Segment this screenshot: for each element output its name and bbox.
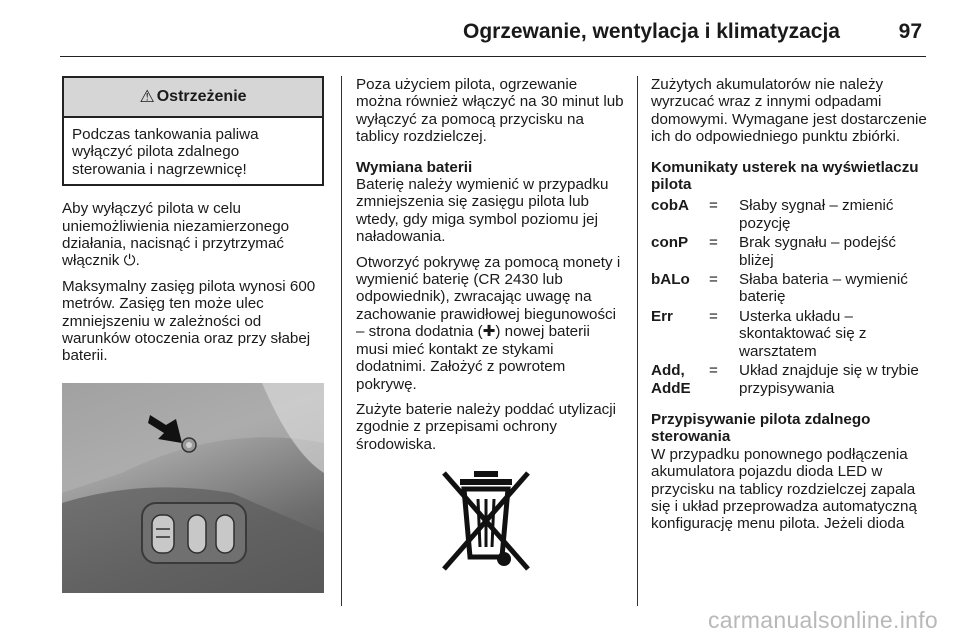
message-code: Add, AddE — [651, 362, 691, 397]
message-text: Słaby sygnał – zmienić pozycję — [739, 197, 894, 232]
dashboard-illustration — [62, 383, 324, 593]
equals-sign: = — [709, 197, 718, 215]
message-code: Err — [651, 307, 673, 325]
warning-title: Ostrzeżenie — [156, 88, 247, 106]
table-row — [651, 197, 927, 232]
equals-sign: = — [709, 234, 718, 252]
page-number: 97 — [898, 20, 922, 43]
column-2 — [356, 76, 624, 580]
paragraph: Poza użyciem pilota, ogrzewanie można również włączyć na 30 minut lub wyłączyć za pomocą przycisku na tablicy rozdzielczej. — [356, 76, 624, 146]
message-text: Słaba bateria – wymienić baterię — [739, 271, 908, 306]
table-row — [651, 362, 927, 397]
section-heading-battery: Wymiana baterii — [356, 158, 473, 176]
table-row — [651, 271, 927, 306]
column-divider — [341, 76, 342, 606]
warning-header — [64, 78, 322, 118]
section-heading-assign: Przypisywanie pilota zdalnego sterowania — [651, 410, 871, 446]
paragraph: Maksymalny zasięg pilota wynosi 600 metrów. Zasięg ten może ulec zmniejszeniu w zależności od warunków otoczenia oraz przy słabej baterii. — [62, 277, 316, 365]
crossed-bin-icon — [438, 465, 624, 579]
paragraph: Zużytych akumulatorów nie należy wyrzucać wraz z innymi odpadami domowymi. Wymagane jest dostarczenie ich do odpowiedniego punktu zbiórki. — [651, 76, 927, 146]
paragraph: Otworzyć pokrywę za pomocą monety i wymienić baterię (CR 2430 lub odpowiednik), zwracając uwagę na zachowanie prawidłowej biegunowości – strona dodatnia (✚) nowej baterii musi mieć kontakt ze stykami dodatnimi. Założyć z powrotem pokrywę. — [356, 253, 621, 393]
column-1 — [62, 76, 326, 593]
error-messages-table — [651, 197, 927, 396]
watermark: carmanualsonline.info — [707, 607, 938, 633]
column-3 — [651, 76, 927, 541]
paragraph: W przypadku ponownego podłączenia akumulatora pojazdu dioda LED w przycisku na tablicy rozdzielczej zapala się i układ przeprowadza automatyczną konfigurację menu pilota. Jeżeli dioda — [651, 445, 917, 533]
paragraph: Aby wyłączyć pilota w celu uniemożliwienia niezamierzonego działania, nacisnąć i przytrzymać włącznik ⏻. — [62, 200, 290, 270]
column-divider — [637, 76, 638, 606]
message-text: Brak sygnału – podejść bliżej — [739, 234, 897, 269]
message-code: conP — [651, 234, 689, 252]
equals-sign: = — [709, 362, 718, 380]
warning-box — [62, 76, 324, 186]
page-header — [60, 14, 926, 57]
message-code: bALo — [651, 271, 690, 289]
table-row — [651, 234, 927, 269]
message-text: Układ znajduje się w trybie przypisywania — [739, 362, 919, 397]
plus-icon: ✚ — [482, 323, 496, 341]
table-row — [651, 308, 927, 360]
paragraph: Zużyte baterie należy poddać utylizacji zgodnie z przepisami ochrony środowiska. — [356, 400, 617, 453]
warning-triangle-icon: ⚠ — [139, 87, 155, 107]
paragraph: Baterię należy wymienić w przypadku zmniejszenia się zasięgu pilota lub wtedy, gdy miga symbol poziomu jej naładowania. — [356, 176, 609, 246]
message-text: Usterka układu – skontaktować się z warsztatem — [739, 307, 867, 360]
warning-text: Podczas tankowania paliwa wyłączyć pilota zdalnego sterowania i nagrzewnicę! — [72, 126, 259, 178]
message-code: cobA — [651, 197, 689, 215]
section-heading-messages: Komunikaty usterek na wyświetlaczu pilota — [651, 158, 919, 194]
equals-sign: = — [709, 271, 718, 289]
dashboard-button-photo — [62, 383, 324, 593]
page-title: Ogrzewanie, wentylacja i klimatyzacja — [462, 20, 840, 43]
equals-sign: = — [709, 307, 718, 325]
